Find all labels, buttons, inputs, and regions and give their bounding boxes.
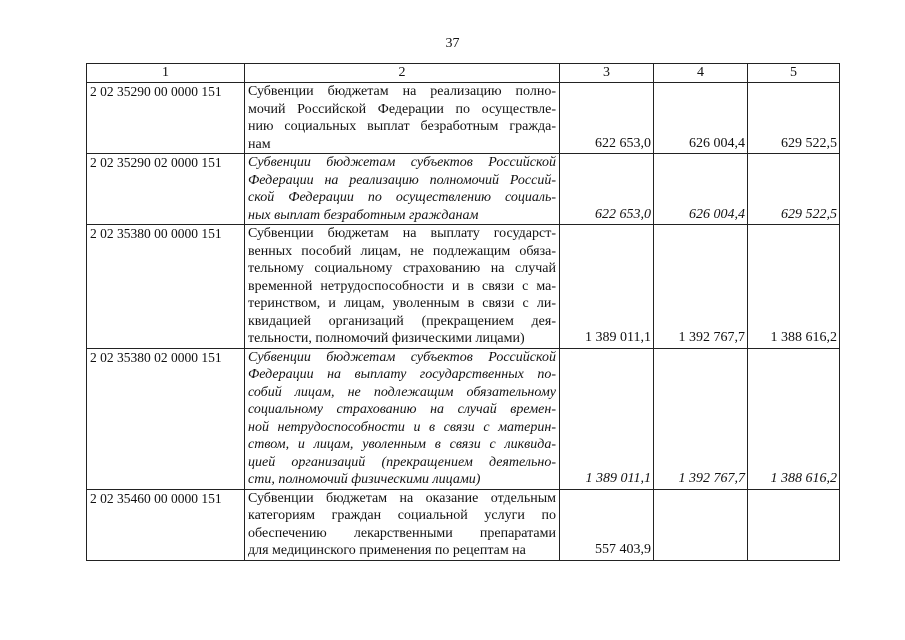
header-cell-year2: 4 — [654, 64, 748, 83]
row-name-line: Субвенции бюджетам на выплату государст- — [248, 226, 556, 241]
row-value-year3 — [748, 489, 840, 560]
row-name-line: Федерации на реализацию полномочий Россий- — [248, 172, 556, 188]
table-row — [87, 83, 840, 154]
row-name-line: для медицинского применения по рецептам на — [248, 543, 526, 558]
row-name-cell — [245, 348, 560, 489]
row-value-year1: 622 653,0 — [560, 83, 654, 154]
row-name-line: обеспечению лекарственными препаратами — [248, 525, 556, 541]
row-name-cell — [245, 225, 560, 349]
table-row — [87, 489, 840, 560]
header-cell-year1: 3 — [560, 64, 654, 83]
row-code-cell: 2 02 35380 00 0000 151 — [87, 225, 245, 349]
row-name-line: временной нетрудоспособности и в связи с ма- — [248, 278, 556, 294]
row-code-cell: 2 02 35290 00 0000 151 — [87, 83, 245, 154]
row-name-line: собий лицам, не подлежащим обязательному — [248, 384, 556, 400]
row-name-line: ством, и лицам, уволенным в связи с ликвида- — [248, 437, 556, 452]
header-cell-name: 2 — [245, 64, 560, 83]
row-name-line: Субвенции бюджетам на реализацию полно- — [248, 84, 556, 99]
row-name-line: нам — [248, 136, 271, 152]
row-value-year2: 1 392 767,7 — [654, 225, 748, 349]
row-value-year3: 1 388 616,2 — [748, 348, 840, 489]
row-value-year1: 622 653,0 — [560, 154, 654, 225]
table-row — [87, 225, 840, 349]
row-value-year1: 557 403,9 — [560, 489, 654, 560]
row-name-line: ской Федерации по осуществлению социаль- — [248, 190, 556, 205]
row-value-year1: 1 389 011,1 — [560, 348, 654, 489]
row-name-line: Субвенции бюджетам на оказание отдельным — [248, 490, 556, 506]
row-value-year3: 629 522,5 — [748, 83, 840, 154]
row-name-line: мочий Российской Федерации по осуществле- — [248, 101, 556, 117]
row-code-cell: 2 02 35380 02 0000 151 — [87, 348, 245, 489]
row-name-line: тельности, полномочий физическими лицами) — [248, 331, 525, 346]
row-code-cell: 2 02 35460 00 0000 151 — [87, 489, 245, 560]
row-name-cell — [245, 83, 560, 154]
row-name-line: теринством, и лицам, уволенным в связи с ли- — [248, 296, 556, 311]
row-name-line: сти, полномочий физическими лицами) — [248, 472, 481, 487]
row-value-year1: 1 389 011,1 — [560, 225, 654, 349]
row-name-line: тельному социальному страхованию на случай — [248, 261, 556, 276]
row-name-line: социальному страхованию на случай времен- — [248, 402, 556, 417]
table-row — [87, 154, 840, 225]
table-row — [87, 348, 840, 489]
row-name-line: квидацией организаций (прекращением дея- — [248, 313, 556, 329]
row-name-cell — [245, 489, 560, 560]
header-cell-code: 1 — [87, 64, 245, 83]
row-value-year3: 1 388 616,2 — [748, 225, 840, 349]
row-value-year2 — [654, 489, 748, 560]
table-body — [87, 83, 840, 561]
row-name-line: ных выплат безработным гражданам — [248, 207, 479, 223]
row-name-line: категориям граждан социальной услуги по — [248, 508, 556, 523]
row-name-line: ной нетрудоспособности и в связи с материн- — [248, 419, 556, 435]
row-value-year2: 626 004,4 — [654, 83, 748, 154]
row-value-year2: 1 392 767,7 — [654, 348, 748, 489]
row-name-line: нию социальных выплат безработным гражда- — [248, 119, 556, 134]
budget-table — [86, 63, 840, 561]
page-number: 37 — [445, 36, 460, 51]
row-name-line: Субвенции бюджетам субъектов Российской — [248, 155, 556, 170]
row-name-line: цией организаций (прекращением деятельно- — [248, 454, 556, 470]
row-name-line: Субвенции бюджетам субъектов Российской — [248, 349, 556, 365]
header-cell-year3: 5 — [748, 64, 840, 83]
row-value-year3: 629 522,5 — [748, 154, 840, 225]
row-name-line: Федерации на выплату государственных по- — [248, 367, 556, 382]
row-value-year2: 626 004,4 — [654, 154, 748, 225]
row-name-cell — [245, 154, 560, 225]
row-name-line: венных пособий лицам, не подлежащим обяза- — [248, 243, 556, 259]
row-code-cell: 2 02 35290 02 0000 151 — [87, 154, 245, 225]
table-header-row — [87, 64, 840, 83]
